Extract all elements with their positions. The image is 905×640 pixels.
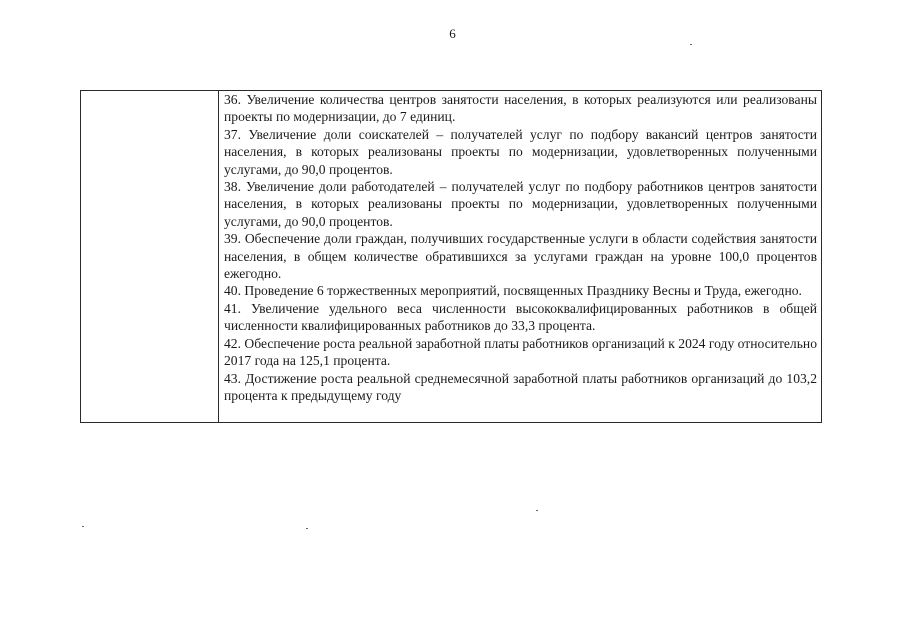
list-item: 41. Увеличение удельного веса численности высококвалифицированных работников в общей численности квалифицированных работников до 33,3 процента. (224, 300, 817, 334)
list-item: 38. Увеличение доли работодателей – получателей услуг по подбору работников центров занятости населения, в которых реализованы проекты по модернизации, удовлетворенных полученными услугами, до 90,0 процентов. (224, 179, 817, 229)
list-item: 42. Обеспечение роста реальной заработной платы работников организаций к 2024 году относительно 2017 года на 125,1 процента. (224, 335, 817, 369)
page-number: 6 (449, 26, 456, 41)
list-item: 37. Увеличение доли соискателей – получателей услуг по подбору вакансий центров занятости населения, в которых реализованы проекты по модернизации, удовлетворенных полученными услугами, до 90,0 процентов. (224, 126, 817, 177)
list-item: 36. Увеличение количества центров занятости населения, в которых реализуются или реализованы проекты по модернизации, до 7 единиц. (224, 92, 817, 125)
table-left-cell (81, 91, 219, 422)
scan-speck (690, 44, 692, 45)
scan-speck (536, 510, 538, 511)
table-right-cell (219, 91, 821, 422)
list-item: 43. Достижение роста реальной среднемесячной заработной платы работников организаций до 103,2 процента к предыдущему году (224, 370, 817, 403)
scan-speck (82, 526, 84, 527)
list-item: 40. Проведение 6 торжественных мероприятий, посвященных Празднику Весны и Труда, ежегодно. (224, 283, 802, 299)
scan-speck (306, 528, 308, 529)
list-item: 39. Обеспечение доли граждан, получивших государственные услуги в области содействия занятости населения, в общем количестве обратившихся за услугами граждан на уровне 100,0 процентов ежегодно. (224, 231, 817, 282)
indicators-table (80, 90, 822, 423)
